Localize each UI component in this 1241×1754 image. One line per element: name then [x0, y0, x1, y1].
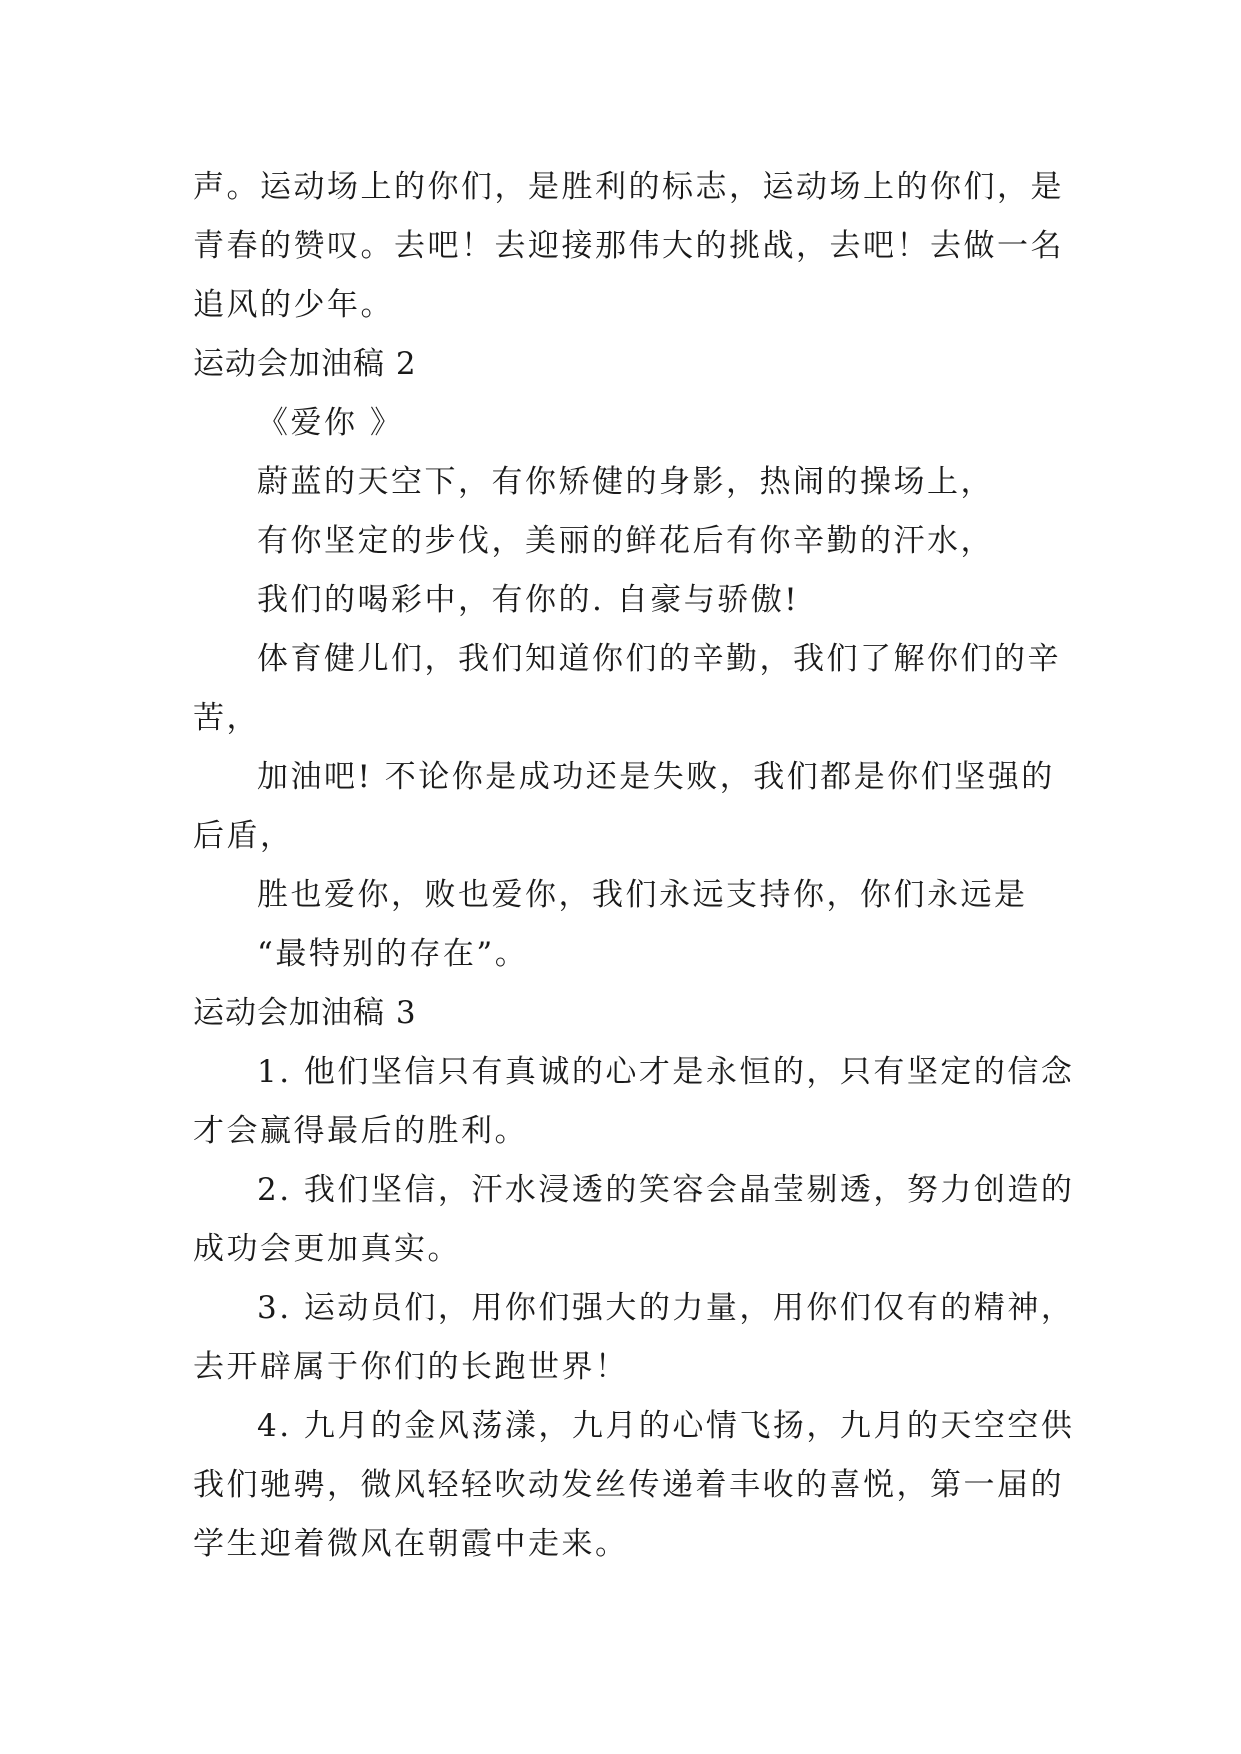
text-line: 《爱你 》	[257, 405, 404, 441]
text-line: 成功会更加真实。	[193, 1231, 461, 1267]
section-heading: 运动会加油稿 2	[193, 346, 417, 382]
text-line: “最特别的存在”。	[257, 936, 529, 972]
text-line: 加油吧! 不论你是成功还是失败，我们都是你们坚强的	[257, 759, 1055, 795]
text-line: 2. 我们坚信，汗水浸透的笑容会晶莹剔透，努力创造的	[257, 1172, 1075, 1208]
text-line: 声。运动场上的你们，是胜利的标志，运动场上的你们，是	[193, 169, 1064, 205]
text-line: 苦，	[193, 700, 260, 736]
document-body	[193, 158, 1075, 1574]
text-line: 胜也爱你，败也爱你，我们永远支持你，你们永远是	[257, 877, 1028, 913]
text-line: 我们的喝彩中，有你的. 自豪与骄傲!	[257, 582, 800, 618]
text-line: 4. 九月的金风荡漾，九月的心情飞扬，九月的天空空供	[257, 1408, 1075, 1444]
text-line: 蔚蓝的天空下，有你矫健的身影，热闹的操场上，	[257, 464, 994, 500]
text-line: 追风的少年。	[193, 287, 394, 323]
text-line: 学生迎着微风在朝霞中走来。	[193, 1526, 629, 1562]
text-line: 有你坚定的步伐，美丽的鲜花后有你辛勤的汗水，	[257, 523, 994, 559]
text-line: 青春的赞叹。去吧！去迎接那伟大的挑战，去吧！去做一名	[193, 228, 1064, 264]
text-line: 才会赢得最后的胜利。	[193, 1113, 528, 1149]
text-line: 去开辟属于你们的长跑世界！	[193, 1349, 629, 1385]
text-line: 3. 运动员们，用你们强大的力量，用你们仅有的精神，	[257, 1290, 1075, 1326]
text-line: 我们驰骋，微风轻轻吹动发丝传递着丰收的喜悦，第一届的	[193, 1467, 1064, 1503]
text-line: 体育健儿们，我们知道你们的辛勤，我们了解你们的辛	[257, 641, 1061, 677]
section-heading: 运动会加油稿 3	[193, 995, 417, 1031]
text-line: 1. 他们坚信只有真诚的心才是永恒的，只有坚定的信念	[257, 1054, 1075, 1090]
text-line: 后盾，	[193, 818, 294, 854]
